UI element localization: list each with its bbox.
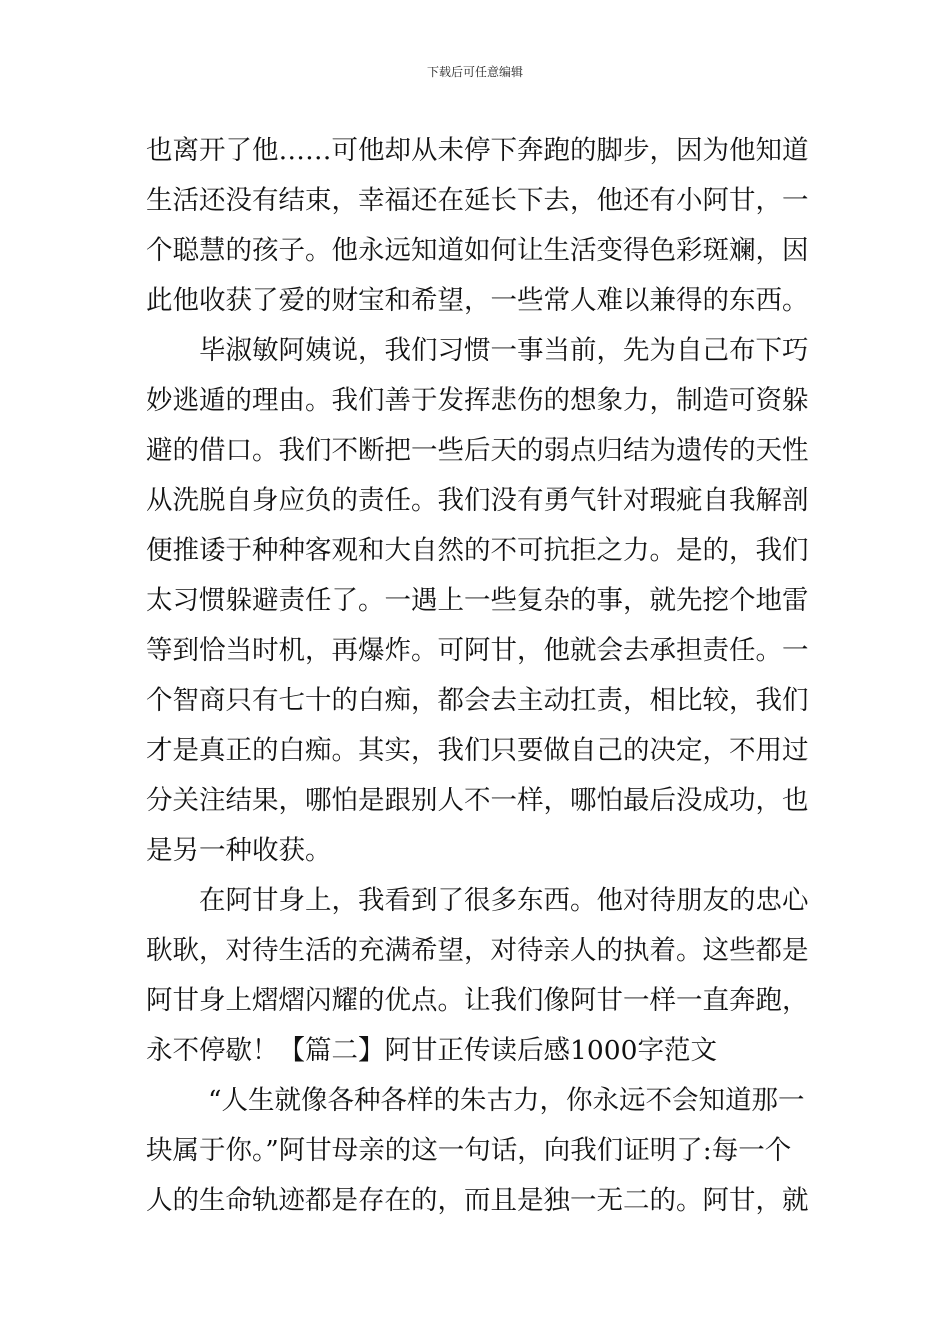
text-line: 分关注结果，哪怕是跟别人不一样，哪怕最后没成功，也 (146, 785, 809, 816)
document-body (146, 126, 809, 1226)
text-line: 此他收获了爱的财宝和希望，一些常人难以兼得的东西。 (146, 285, 809, 316)
text-line: 个聪慧的孩子。他永远知道如何让生活变得色彩斑斓，因 (146, 235, 809, 266)
text-line: 生活还没有结束，幸福还在延长下去，他还有小阿甘，一 (146, 185, 809, 216)
paragraph-first-line: 在阿甘身上，我看到了很多东西。他对待朋友的忠心 (199, 885, 809, 916)
text-line: 耿耿，对待生活的充满希望，对待亲人的执着。这些都是 (146, 935, 809, 966)
page-header: 下载后可任意编辑 (426, 65, 523, 79)
text-line: 块属于你。”阿甘母亲的这一句话，向我们证明了:每一个 (146, 1135, 792, 1166)
text-line: 从洗脱自身应负的责任。我们没有勇气针对瑕疵自我解剖 (146, 485, 809, 516)
text-line: 太习惯躲避责任了。一遇上一些复杂的事，就先挖个地雷 (146, 585, 809, 616)
text-line: 人的生命轨迹都是存在的，而且是独一无二的。阿甘，就 (146, 1185, 809, 1216)
text-line: 永不停歇！【篇二】阿甘正传读后感1000字范文 (146, 1035, 717, 1066)
paragraph-first-line: 毕淑敏阿姨说，我们习惯一事当前，先为自己布下巧 (199, 335, 809, 366)
text-line: 才是真正的白痴。其实，我们只要做自己的决定，不用过 (146, 735, 809, 766)
text-line: 个智商只有七十的白痴，都会去主动扛责，相比较，我们 (146, 685, 809, 716)
text-line: 是另一种收获。 (146, 835, 332, 866)
text-line: 等到恰当时机，再爆炸。可阿甘，他就会去承担责任。一 (146, 635, 809, 666)
text-line: 便推诿于种种客观和大自然的不可抗拒之力。是的，我们 (146, 535, 809, 566)
text-line: 避的借口。我们不断把一些后天的弱点归结为遗传的天性 (146, 435, 809, 466)
text-line: 阿甘身上熠熠闪耀的优点。让我们像阿甘一样一直奔跑， (146, 985, 809, 1016)
paragraph-first-line: “人生就像各种各样的朱古力，你永远不会知道那一 (208, 1085, 805, 1116)
text-line: 也离开了他……可他却从未停下奔跑的脚步，因为他知道 (146, 135, 809, 166)
text-line: 妙逃遁的理由。我们善于发挥悲伤的想象力，制造可资躲 (146, 385, 809, 416)
